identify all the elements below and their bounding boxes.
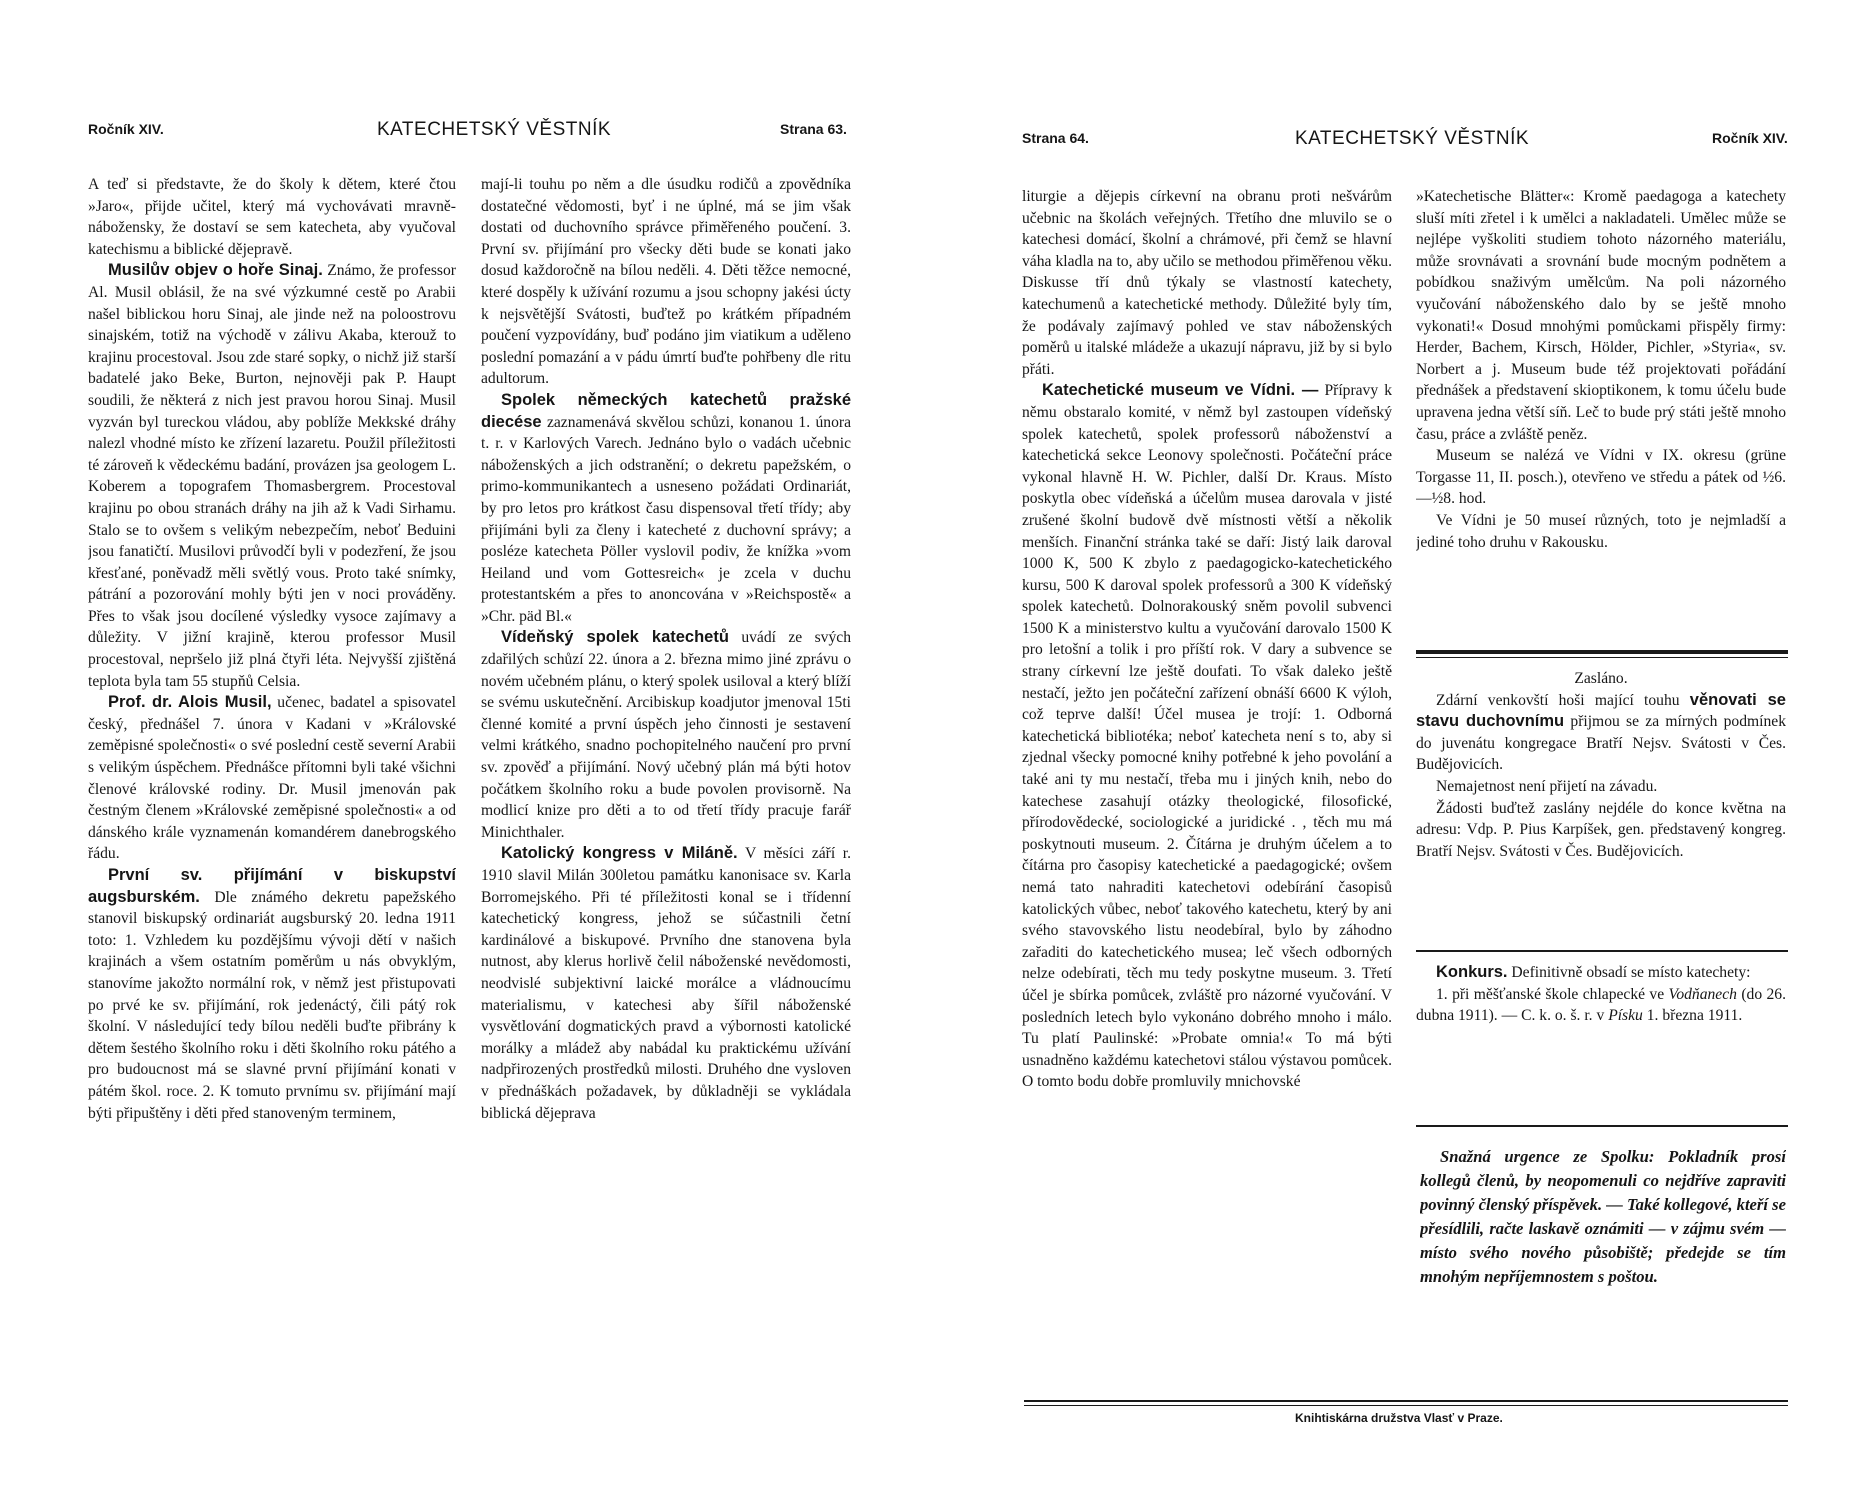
footer-rule-thin xyxy=(1024,1405,1788,1406)
article-text: Přípravy k němu obstaralo komité, v němž byl zastoupen vídeňský spolek katechetů, spolek professorů náboženství a katechetická sekce Leonovy společnosti. Počáteční práce vykonal hlavně H. W. Pichler, další Dr. Kraus. Místo poskytla obec vídeňská a účelům musea darovala v jisté zrušené školní budově dvě místnosti větší a několik menších. Finanční stránka také se daří: Jistý laik daroval 1000 K, 500 K zbylo z paedagogicko-katechetického kursu, 500 K daroval spolek professorů a 300 K vídeňský spolek katechetů. Dolnorakouský sněm povolil subvenci 1500 K a ministerstvo kultu a vyučování darovalo 1500 K pro letošní a tolik i pro příští rok. V dary a subvence se strany církevní lze ještě doufati. To však daleko ještě nestačí, ježto jen počáteční zařízení obnáší 6600 K výloh, což teprve další! Účel musea je trojí: 1. Odborná katechetická bibliotéka; neboť katecheta není s to, aby si zjednal všecky pomocné knihy potřebné k jeho povolání a také ani ty mu nestačí, třeba mu i jiných knih, nebo do katechese zasahují otázky theologické, filosofické, přírodovědecké, sociologické a juridické . , těch mu má poskytnouti museum. 2. Čítárna je druhým účelem a to čítárna pro časopisy katechetické a paedagogické; ovšem nemá tato nahraditi katechetovi odebírání časopisů katolických vůbec, neboť takového katechetu, který by ani svého stavovského listu neodebíral, bylo by záhodno zařaditi do katechetického musea; leč všech odborných nelze odebírati, těch mu tedy poskytne museum. 3. Třetí účel je sbírka pomůcek, zvláště pro názorné vyučování. V posledních letech bylo vykonáno dobrého mnoho i málo. Tu platí Paulinské: »Probate omnia!« To má býti usnadněno každému katechetovi stálou výstavou pomůcek. O tomto bodu dobře promluvily mnichovské xyxy=(1022,382,1392,1091)
right-volume: Ročník XIV. xyxy=(1712,130,1788,146)
notice-title: Zasláno. xyxy=(1574,670,1628,687)
paragraph: Ve Vídni je 50 museí různých, toto je nejmladší a jediné toho druhu v Rakousku. xyxy=(1416,511,1786,551)
footer-rule xyxy=(1024,1400,1788,1402)
left-column-1 xyxy=(88,174,456,1394)
notice-emphasis: věnovati se stavu duchovnímu xyxy=(1416,690,1786,731)
left-column-2 xyxy=(481,174,851,1394)
paragraph: Museum se nalézá ve Vídni v IX. okresu (grüne Torgasse 11, II. posch.), otevřeno ve středu a pátek od ½6.—½8. hod. xyxy=(1416,447,1786,508)
left-volume: Ročník XIV. xyxy=(88,121,164,137)
article-text: Známo, že professor Al. Musil oblásil, že na své výzkumné cestě po Arabii našel biblickou horu Sinaj, ale jinde než na poloostrovu sinajském, totiž na východě v zálivu Akaba, kterouž to krajinu procestoval. Jsou zde staré sopky, o nichž již starší badatelé jako Beke, Burton, nejnověji pak P. Haupt soudili, že některá z nich jest pravou horou Sinaj. Musil vyzván byl tureckou vládou, aby poblíže Mekkské dráhy nalezl vhodné místo ke zřízení lazaretu. Použil příležitosti té zároveň k vědeckému badání, provázen jsa geologem L. Koberem a topografem Thomasbergrem. Procestoval krajinu po obou stranách dráhy na jih až k Vadi Sirhamu. Stalo se to ovšem s velikým nebezpečím, neboť Beduini jsou fanatičtí. Musilovi průvodčí byli v podezření, že jsou křesťané, poněvadž měli světlý vous. Proto také snímky, pátrání a pozorování mohly býti jen v noci prováděny. Přes to však jsou docílené výsledky vysoce zajímavy a důležity. V jižní krajině, kterou professor Musil procestoval, nepršelo již plná čtyři léta. Nejvyšší zjištěná teplota byla tam 55 stupňů Celsia. xyxy=(88,262,456,690)
paragraph: liturgie a dějepis církevní na obranu proti nešvárům učebnic na školách veřejných. Třetího dne mluvilo se o katechesi domácí, školní a chrámové, při čemž se hlavní váha kladla na to, aby učilo se methodou přiměřenou věku. Diskusse tří dnů týkaly se vlastností katechety, katechumenů a katechetické methody. Důležité byly tím, že podávaly zajímavý pohled ve stav náboženských poměrů u italské mládeže a ukazují nápravu, již by si bylo přáti. xyxy=(1022,188,1392,378)
notice-text: 1. března 1911. xyxy=(1646,1007,1743,1025)
article-kongres-milan xyxy=(481,843,851,1124)
divider-thick xyxy=(1416,650,1788,654)
left-title: KATECHETSKÝ VĚSTNÍK xyxy=(377,119,612,140)
paragraph xyxy=(1416,962,1786,984)
place-name: Písku xyxy=(1608,1007,1643,1025)
article-heading: Katechetické museum ve Vídni. — xyxy=(1042,381,1319,400)
article-text: zaznamenává skvělou schůzi, konanou 1. února t. r. v Karlových Varech. Jednáno bylo o vadách učebnic náboženských a jich odstranění; o dekretu papežském, o primo-kommunikantech a usneseno požádati Ordinariát, by pro letos pro krátkost času dispensoval třetí třídy; aby přijímáni byli za členy i katecheté z duchovní správy; a posléze katecheta Pöller vyslovil podiv, že knížka »vom Heiland und vom Gottesreich« je zcela v duchu protestantském a přes to anoncována v »Reichspostě« a »Chr. päd Bl.« xyxy=(481,413,851,625)
right-column-1 xyxy=(1022,186,1392,1376)
article-text: učenec, badatel a spisovatel český, přednášel 7. února v Kadani v »Královské zeměpisné společnosti« o své poslední cestě severní Arabii s velikým úspěchem. Přednášce přítomni byli také všichni členové královské rodiny. Dr. Musil jmenován pak čestným členem »Královské zeměpisné společnosti« a od dánského krále vyznamenán komandérem danebrogského řádu. xyxy=(88,694,456,863)
notice-heading: Konkurs. xyxy=(1436,963,1508,981)
paragraph: Nemajetnost není přijetí na závadu. xyxy=(1436,777,1658,795)
paragraph: mají-li touhu po něm a dle úsudku rodičů a zpovědníka dostatečné vědomosti, byť i ne úplné, má se jim však dostati od duchovního správce přiměřeného poučení. 3. První sv. přijímání pro všecky děti bude se konati jako dosud každoročně na bílou neděli. 4. Děti těžce nemocné, které dospěly k užívání rozumu a jsou schopny jakési úcty k nejsvětější Svátosti, buďtež po krátkém případném poučení vyzpovídány, buď podáno jim viatikum a uděleno poslední pomazání a v pádu úmrtí buďte pohřbeny dle ritu adultorum. xyxy=(481,176,851,388)
right-page-number: Strana 64. xyxy=(1022,130,1089,146)
zaslano-notice xyxy=(1416,668,1786,938)
left-page-number: Strana 63. xyxy=(780,121,847,137)
notice-text: (do 26. dubna 1911). — C. k. o. š. r. v xyxy=(1416,985,1786,1025)
article-spolek-nemeckych xyxy=(481,390,851,628)
right-title: KATECHETSKÝ VĚSTNÍK xyxy=(1295,128,1530,149)
article-museum-viden xyxy=(1022,380,1392,1093)
place-name: Vodňanech xyxy=(1668,985,1737,1003)
divider xyxy=(1416,1125,1788,1127)
urgence-notice xyxy=(1420,1145,1786,1385)
article-heading: Spolek německých katechetů pražské diecése xyxy=(481,390,851,431)
paragraph: »Katechetische Blätter«: Kromě paedagoga a katechety sluší míti zřetel i k umělci a nakladateli. Umělec může se nejlépe vyškoliti studiem tohoto názorného materiálu, může srovnávati a srovnání bude mocným podnětem a pobídkou snaživým umělcům. Na poli názorného vyučování náboženského dalo by se ještě mnoho vykonati!« Dosud mnohými pomůckami přispěly firmy: Herder, Bachem, Kirsch, Hölder, Pichler, »Styria«, sv. Norbert a j. Museum bude též projektovati pořádání přednášek a představení skioptikonem, k tomu účelu bude upravena jedna větší síň. Leč to bude prý státi ještě mnoho času, práce a zvláště peněz. xyxy=(1416,188,1786,443)
article-text: uvádí ze svých zdařilých schůzí 22. února a 2. března mimo jiné zprávu o novém učebném plánu, o který spolek usiloval a který blíží se svému uskutečnění. Arcibiskup koadjutor jmenoval 15ti členné komité a první úspěch jeho činnosti je sestavení velmi krátkého, snadno pochopitelného naučení pro první sv. zpověď a přijímání. Nový učebný plán má býti hotov počátkem školního roku a bude povolen provisorně. Na modlicí knize pro děti a to od třetí třídy pracuje farář Minichthaler. xyxy=(481,629,851,841)
divider-thin xyxy=(1416,657,1788,658)
divider xyxy=(1416,950,1788,952)
article-heading: Katolický kongress v Miláně. xyxy=(501,844,738,863)
article-text: V měsíci září r. 1910 slavil Milán 300letou památku kanonisace sv. Karla Borromejského. Při té příležitosti konal se i třídenní katechetický kongress, jehož se súčastnili četní kardinálové a biskupové. Prvního dne stanovena byla nutnost, aby klerus horlivě čelil náboženské nevědomosti, neodvislé subjektivní laické morálce a vládnoucímu materialismu, v katechesi aby šířil náboženské vysvětlování dogmatických pravd a výbornosti katolické morálky a mládež aby nabádal ku praktickému užívání nadpřirozených prostředků milosti. Druhého dne vysloven v přednáškách požadavek, by důkladněji se vykládala biblická dějeprava xyxy=(481,845,851,1122)
right-column-2-top xyxy=(1416,186,1786,631)
paragraph xyxy=(1416,984,1786,1027)
paragraph: A teď si představte, že do školy k dětem, které čtou »Jaro«, přijde učitel, který má vychovávati mravně-nábožensky, že dostaví se sem katecheta, aby vyučoval katechismu a biblické dějepravě. xyxy=(88,176,456,258)
article-heading: Musilův objev o hoře Sinaj. xyxy=(108,261,323,280)
notice-text: Zdární venkovští hoši mající touhu xyxy=(1436,691,1680,709)
konkurs-notice xyxy=(1416,962,1786,1112)
article-text: Dle známého dekretu papežského stanovil biskupský ordinariát augsburský 20. ledna 1911 toto: 1. Vzhledem ku pozdějšímu vývoji dětí v našich krajinách a všem ostatním poměrům u nás obvyklým, stanovíme jakožto normální rok, v němž jest přistupovati po prvé ke sv. přijímání, rok jedenáctý, čili pátý rok školní. V následující tedy bílou neděli buďte přibrány k dětem šestého školního roku i děti školního roku pátého a pro budoucnost má se slavné první přijímání konati v pátém škol. roce. 2. K tomuto prvnímu sv. přijímání mají býti připuštěny i děti před stanoveným terminem, xyxy=(88,888,456,1122)
paragraph: Žádosti buďtež zaslány nejdéle do konce května na adresu: Vdp. P. Pius Karpíšek, gen. představený kongreg. Bratří Nejsv. Svátosti v Čes. Budějovicích. xyxy=(1416,799,1786,860)
article-videnský-spolek xyxy=(481,627,851,843)
notice-text: Definitivně obsadí se místo katechety: xyxy=(1511,964,1751,981)
article-heading: Prof. dr. Alois Musil, xyxy=(108,693,272,712)
article-heading: První sv. přijímání v biskupství augsburském. xyxy=(88,866,456,906)
article-prof-musil xyxy=(88,692,456,865)
article-first-communion xyxy=(88,865,456,1124)
article-musil-sinaj xyxy=(88,260,456,692)
printer-footer: Knihtiskárna družstva Vlasť v Praze. xyxy=(1295,1411,1503,1425)
article-heading: Vídeňský spolek katechetů xyxy=(501,628,729,647)
urgence-text: Snažná urgence ze Spolku: Pokladník prosí kollegů členů, by neopomenuli co nejdříve zapraviti povinný členský příspěvek. — Také kollegové, kteří se přesídlili, račte laskavě oznámiti — v zájmu svém — místo svého nového působiště; předejde se tím mnohým nepříjemnostem s poštou. xyxy=(1420,1147,1786,1286)
paragraph xyxy=(1416,690,1786,776)
notice-text: 1. při měšťanské škole chlapecké ve xyxy=(1436,985,1665,1003)
notice-text: přijmou se za mírných podmínek do juvenátu kongregace Bratří Nejsv. Svátosti v Čes. Budějovicích. xyxy=(1416,713,1786,774)
